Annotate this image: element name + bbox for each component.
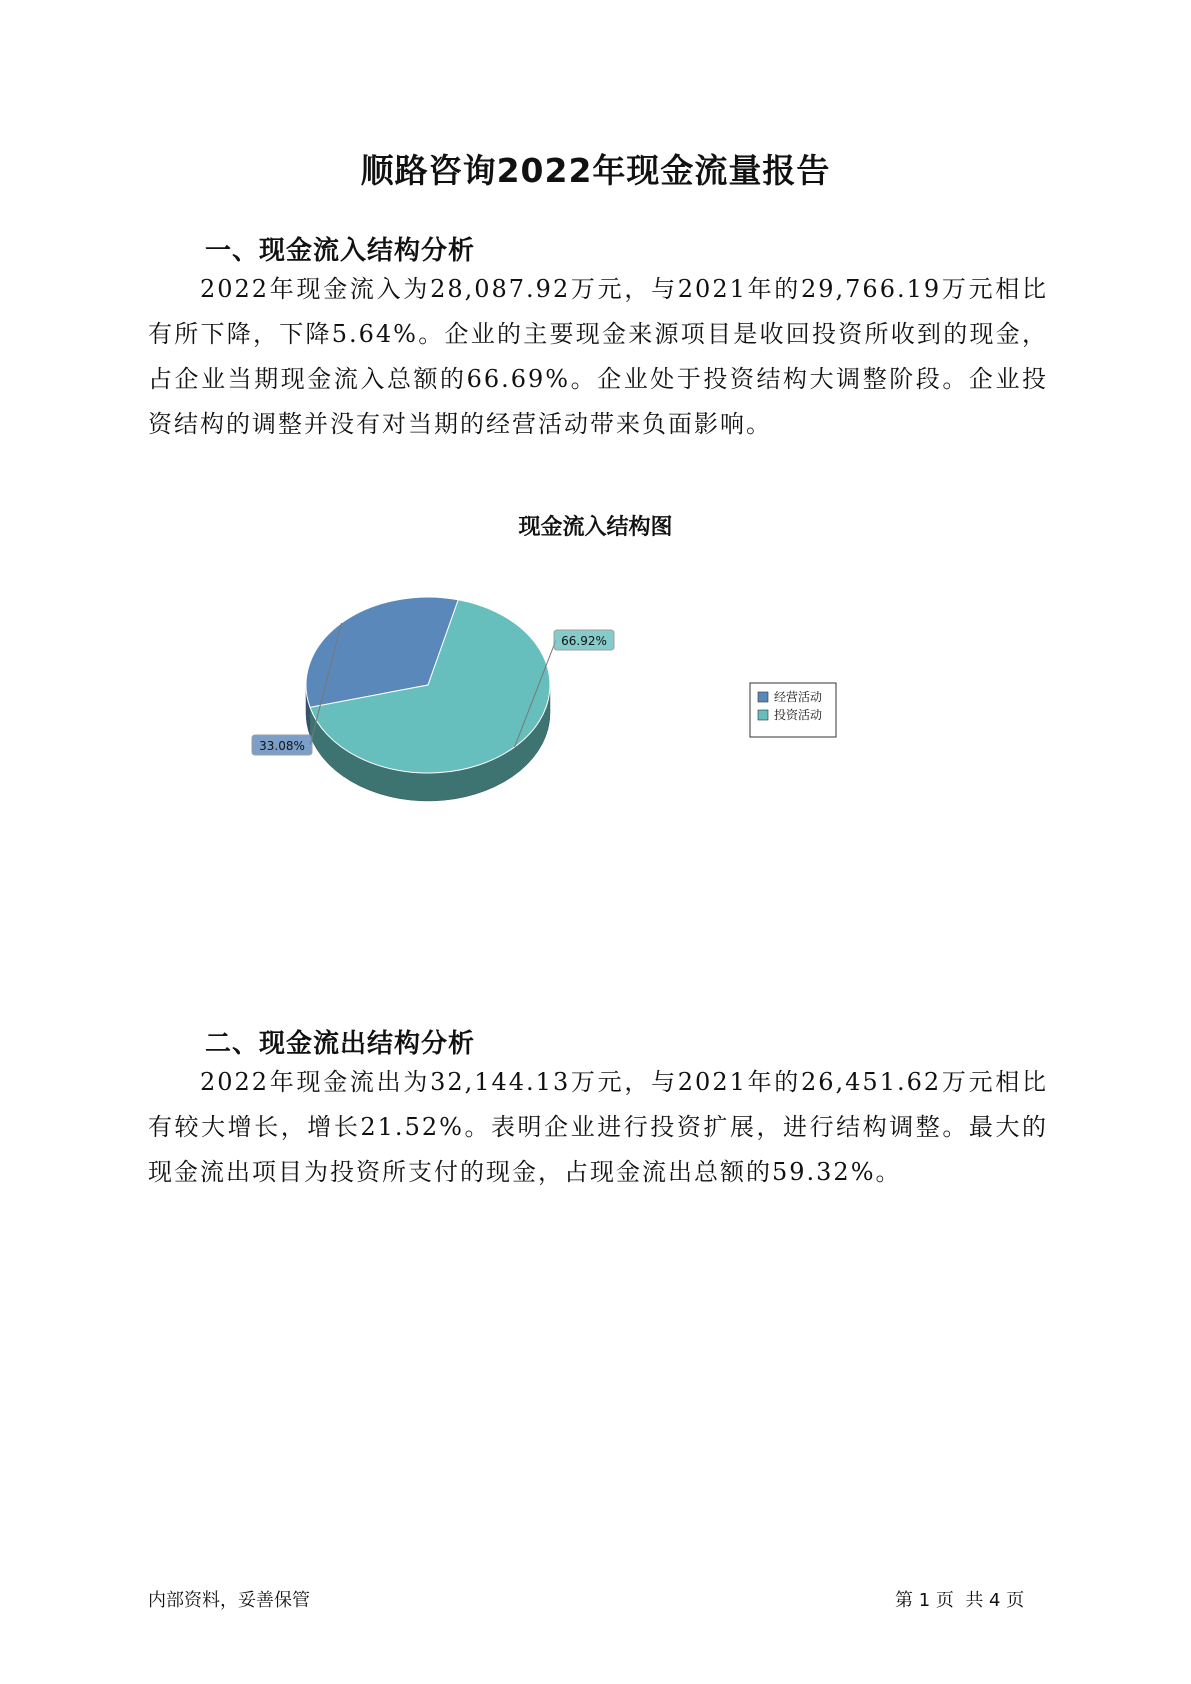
section1-paragraph: 2022年现金流入为28,087.92万元，与2021年的29,766.19万元相比有所下降，下降5.64%。企业的主要现金来源项目是收回投资所收到的现金，占企业当期现金流入总额的66.69%。企业处于投资结构大调整阶段。企业投资结构的调整并没有对当期的经营活动带来负面影响。 [148, 275, 1048, 438]
section1-heading: 一、现金流入结构分析 [205, 236, 476, 266]
legend-label-1: 经营活动 [774, 690, 823, 704]
pie-data-label-2: 66.92% [561, 634, 607, 648]
document-title: 顺路咨询2022年现金流量报告 [360, 151, 831, 190]
section2-heading: 二、现金流出结构分析 [205, 1029, 476, 1059]
legend-label-2: 投资活动 [774, 708, 823, 722]
legend-swatch-2 [758, 710, 768, 720]
page-number: 第 1 页 共 4 页 [895, 1590, 1025, 1611]
chart-title: 现金流入结构图 [518, 515, 673, 540]
pie-data-label-1: 33.08% [259, 739, 305, 753]
section2-paragraph: 2022年现金流出为32,144.13万元，与2021年的26,451.62万元相比有较大增长，增长21.52%。表明企业进行投资扩展，进行结构调整。最大的现金流出项目为投资所支付的现金，占现金流出总额的59.32%。 [148, 1068, 1048, 1186]
footer-note: 内部资料，妥善保管 [148, 1590, 310, 1611]
legend-swatch-1 [758, 692, 768, 702]
